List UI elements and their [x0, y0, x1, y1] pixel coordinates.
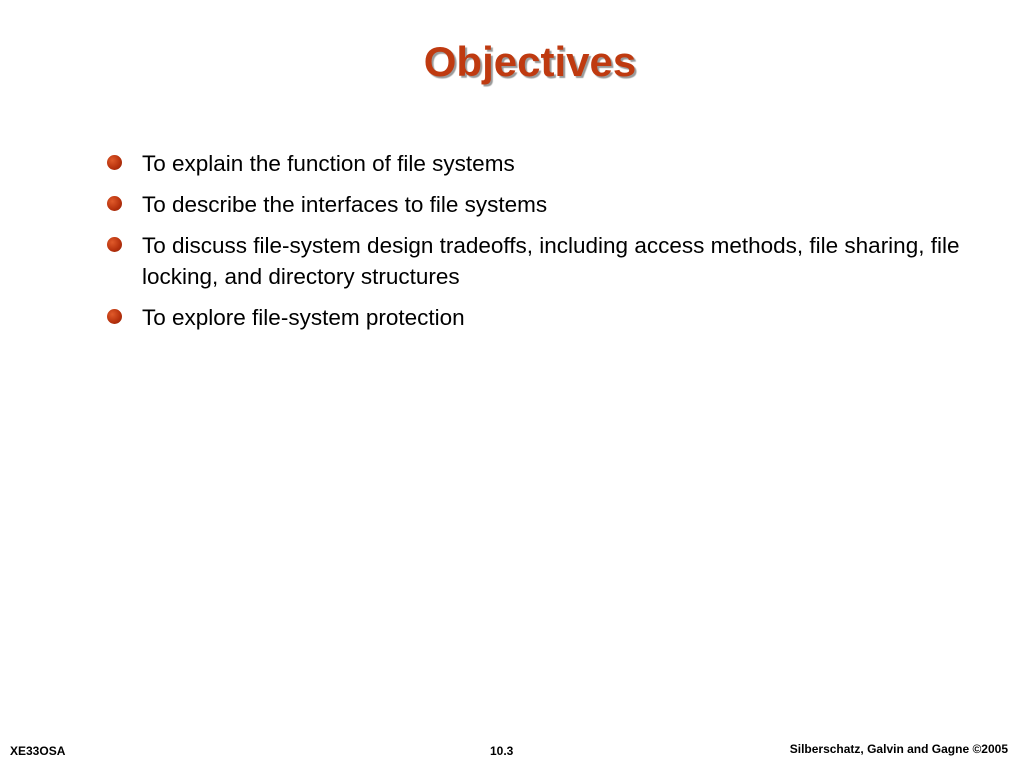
- list-item: [104, 302, 964, 333]
- footer-page-number: 10.3: [490, 744, 514, 758]
- objectives-list: [104, 148, 964, 343]
- bullet-icon: [107, 309, 122, 324]
- list-item: [104, 189, 964, 220]
- bullet-icon: [107, 196, 122, 211]
- bullet-icon: [107, 237, 122, 252]
- footer-course-code: XE33OSA: [10, 744, 66, 758]
- list-item: [104, 230, 964, 292]
- bullet-icon: [107, 155, 122, 170]
- footer-copyright: Silberschatz, Galvin and Gagne ©2005: [789, 742, 1008, 756]
- bullet-text: To describe the interfaces to file systems: [142, 192, 548, 217]
- slide-title: Objectives: [423, 38, 637, 85]
- list-item: [104, 148, 964, 179]
- bullet-text: To discuss file-system design tradeoffs, including access methods, file sharing, file locking, and directory structures: [142, 233, 960, 289]
- bullet-text: To explore file-system protection: [142, 305, 465, 330]
- bullet-text: To explain the function of file systems: [142, 151, 515, 176]
